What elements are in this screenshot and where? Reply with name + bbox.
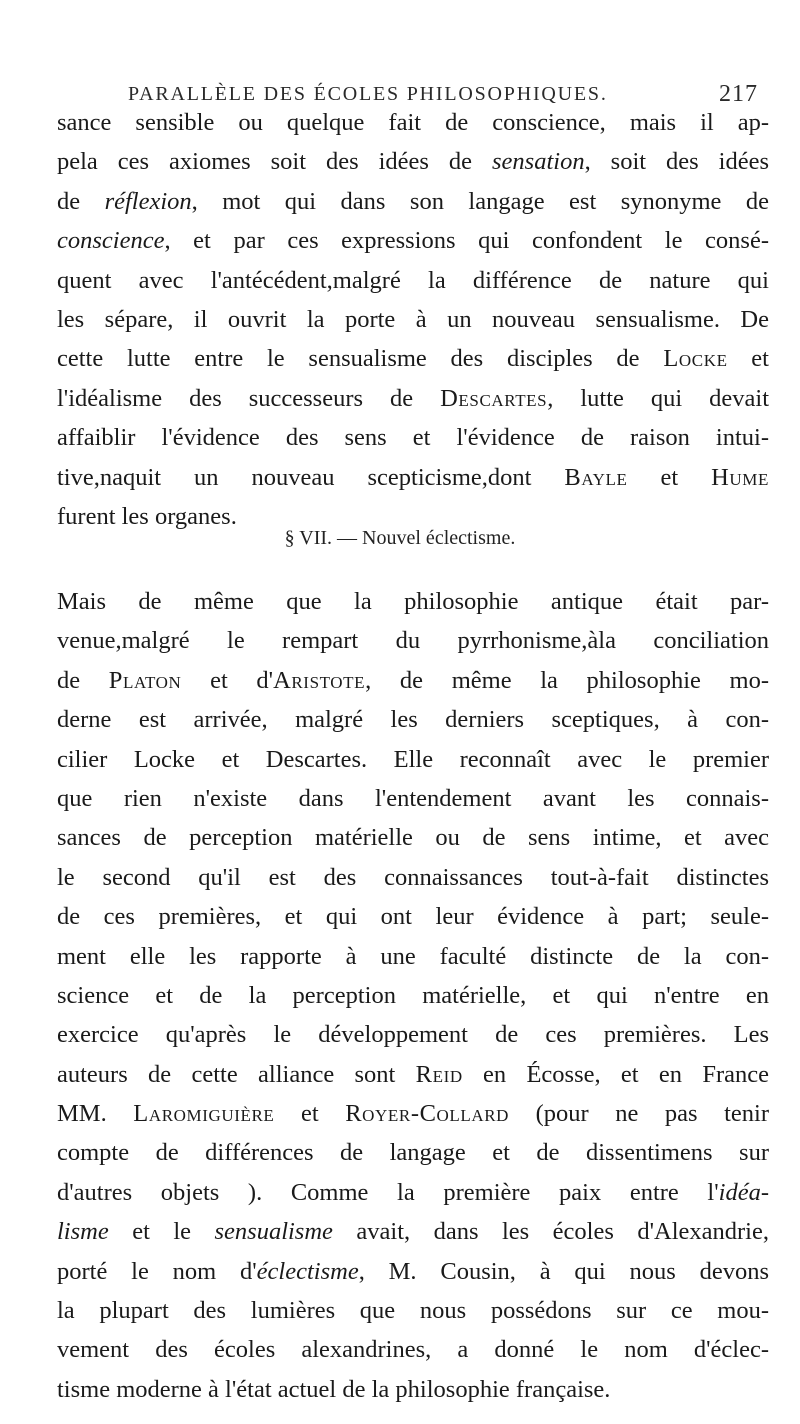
text-line: affaiblir l'évidence des sens et l'évidence de raison intui- <box>57 424 769 452</box>
text-line: de Platon et d'Aristote, de même la philosophie mo- <box>57 666 769 694</box>
paragraph-nouvel-eclectisme <box>57 582 769 1409</box>
text-line: sance sensible ou quelque fait de conscience, mais il ap- <box>57 109 769 136</box>
text-line: d'autres objets ). Comme la première paix entre l'idéa- <box>57 1178 769 1206</box>
text-line: lisme et le sensualisme avait, dans les écoles d'Alexandrie, <box>57 1218 769 1246</box>
text-line: de ces premières, et qui ont leur évidence à part; seule- <box>57 903 769 931</box>
text-line: cette lutte entre le sensualisme des disciples de Locke et <box>57 345 769 373</box>
text-line: que rien n'existe dans l'entendement avant les connais- <box>57 784 769 812</box>
text-line: la plupart des lumières que nous possédons sur ce mou- <box>57 1297 769 1325</box>
text-line: de réflexion, mot qui dans son langage est synonyme de <box>57 187 769 215</box>
text-line: venue,malgré le rempart du pyrrhonisme,àla conciliation <box>57 627 769 655</box>
paragraph-continuation <box>57 103 769 536</box>
text-line: ment elle les rapporte à une faculté distincte de la con- <box>57 942 769 970</box>
text-line: vement des écoles alexandrines, a donné le nom d'éclec- <box>57 1336 769 1364</box>
section-heading: § VII. — Nouvel éclectisme. <box>284 527 516 549</box>
text-line: tisme moderne à l'état actuel de la philosophie française. <box>57 1375 611 1403</box>
text-line: les sépare, il ouvrit la porte à un nouveau sensualisme. De <box>57 305 769 333</box>
text-line: l'idéalisme des successeurs de Descartes, lutte qui devait <box>57 384 769 412</box>
text-line: derne est arrivée, malgré les derniers sceptiques, à con- <box>57 706 769 734</box>
text-line: MM. Laromiguière et Royer-Collard (pour ne pas tenir <box>57 1100 769 1128</box>
text-line: science et de la perception matérielle, et qui n'entre en <box>57 981 769 1009</box>
text-line: furent les organes. <box>57 502 237 530</box>
text-line: pela ces axiomes soit des idées de sensation, soit des idées <box>57 148 769 176</box>
text-line: compte de différences de langage et de dissentimens sur <box>57 1139 769 1167</box>
text-line: auteurs de cette alliance sont Reid en Écosse, et en France <box>57 1060 769 1088</box>
text-line: tive,naquit un nouveau scepticisme,dont Bayle et Hume <box>57 463 769 491</box>
text-line: le second qu'il est des connaissances tout-à-fait distinctes <box>57 863 769 891</box>
text-line: sances de perception matérielle ou de sens intime, et avec <box>57 824 769 852</box>
text-line: quent avec l'antécédent,malgré la différence de nature qui <box>57 266 769 294</box>
running-head-title: PARALLÈLE DES ÉCOLES PHILOSOPHIQUES. <box>128 83 608 105</box>
page-number: 217 <box>719 81 758 107</box>
text-line: exercice qu'après le développement de ces premières. Les <box>57 1021 769 1049</box>
text-line: cilier Locke et Descartes. Elle reconnaît avec le premier <box>57 745 769 773</box>
text-line: Mais de même que la philosophie antique était par- <box>57 588 769 615</box>
text-line: porté le nom d'éclectisme, M. Cousin, à qui nous devons <box>57 1257 769 1285</box>
text-line: conscience, et par ces expressions qui confondent le consé- <box>57 227 769 255</box>
